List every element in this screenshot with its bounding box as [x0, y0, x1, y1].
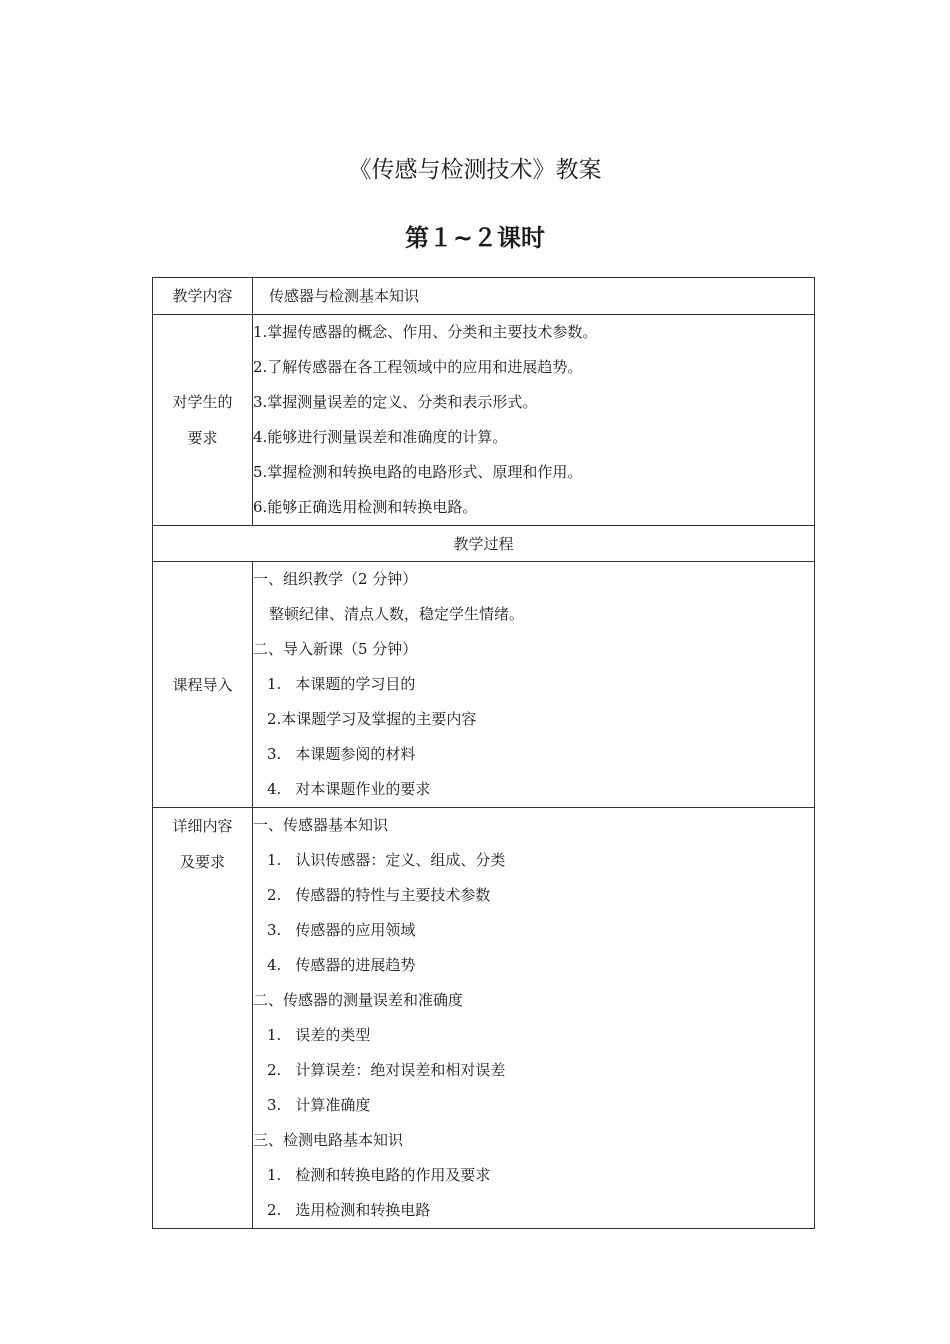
- item-number: 4.: [267, 780, 282, 798]
- list-item: 1.掌握传感器的概念、作用、分类和主要技术参数。: [253, 323, 598, 341]
- details-label-line1: 详细内容: [172, 817, 233, 835]
- item-text: 计算误差：绝对误差和相对误差: [295, 1061, 506, 1079]
- lesson-plan-table: [152, 277, 815, 1229]
- list-item: [253, 632, 814, 667]
- item-text: 整顿纪律、清点人数，稳定学生情绪。: [269, 605, 525, 623]
- item-text: 传感器的进展趋势: [295, 956, 416, 974]
- item-number: 2.: [267, 1061, 282, 1079]
- list-item: [253, 878, 814, 913]
- list-item: [253, 702, 814, 737]
- process-header: 教学过程: [153, 526, 815, 562]
- table-row-content: [153, 278, 815, 315]
- item-text: 选用检测和转换电路: [295, 1201, 431, 1219]
- item-text: 一、传感器基本知识: [253, 816, 389, 834]
- intro-label: 课程导入: [153, 562, 253, 808]
- item-text: 本课题参阅的材料: [295, 745, 416, 763]
- item-number: 3.: [267, 921, 282, 939]
- item-text: 2.本课题学习及掌握的主要内容: [267, 710, 477, 728]
- item-number: 2.: [267, 1201, 282, 1219]
- list-item: 6.能够正确选用检测和转换电路。: [253, 498, 478, 516]
- requirements-label: [153, 315, 253, 526]
- list-item: [253, 772, 814, 807]
- list-item: [253, 1158, 814, 1193]
- list-item: [253, 597, 814, 632]
- list-item: [253, 1088, 814, 1123]
- item-text: 误差的类型: [295, 1026, 371, 1044]
- content-value-cell: [253, 278, 815, 315]
- details-label: [153, 808, 253, 1229]
- intro-content: [253, 562, 815, 808]
- item-number: 3.: [267, 1096, 282, 1114]
- item-text: 检测和转换电路的作用及要求: [295, 1166, 491, 1184]
- list-item: [253, 737, 814, 772]
- list-item: 2.了解传感器在各工程领域中的应用和进展趋势。: [253, 358, 583, 376]
- list-item: [253, 1053, 814, 1088]
- list-item: [253, 843, 814, 878]
- item-text: 对本课题作业的要求: [295, 780, 431, 798]
- details-content: [253, 808, 815, 1229]
- item-text: 本课题的学习目的: [295, 675, 416, 693]
- table-row-intro: [153, 562, 815, 808]
- item-number: 1.: [267, 851, 282, 869]
- item-text: 三、检测电路基本知识: [253, 1131, 404, 1149]
- item-number: 2.: [267, 886, 282, 904]
- list-item: [253, 667, 814, 702]
- list-item: [253, 562, 814, 597]
- table-row-requirements: [153, 315, 815, 526]
- document-title: 《传感与检测技术》教案: [348, 157, 602, 183]
- list-item: [253, 1193, 814, 1228]
- details-label-line2: 及要求: [179, 853, 225, 871]
- session-heading: 第１~２课时: [404, 224, 546, 252]
- item-number: 1.: [267, 675, 282, 693]
- table-row-process-header: [153, 526, 815, 562]
- list-item: [253, 983, 814, 1018]
- list-item: 3.掌握测量误差的定义、分类和表示形式。: [253, 393, 538, 411]
- list-item: [253, 1123, 814, 1158]
- item-number: 1.: [267, 1026, 282, 1044]
- item-text: 二、传感器的测量误差和准确度: [253, 991, 464, 1009]
- list-item: 4.能够进行测量误差和准确度的计算。: [253, 428, 508, 446]
- list-item: [253, 1018, 814, 1053]
- requirements-label-line2: 要求: [187, 429, 218, 447]
- item-text: 二、导入新课（5 分钟）: [253, 640, 418, 658]
- item-text: 传感器的特性与主要技术参数: [295, 886, 491, 904]
- content-value: 传感器与检测基本知识: [269, 286, 420, 305]
- list-item: [253, 808, 814, 843]
- item-text: 传感器的应用领域: [295, 921, 416, 939]
- requirements-label-line1: 对学生的: [172, 393, 233, 411]
- table-row-details: [153, 808, 815, 1229]
- list-item: [253, 948, 814, 983]
- item-text: 一、组织教学（2 分钟）: [253, 570, 418, 588]
- item-number: 1.: [267, 1166, 282, 1184]
- list-item: [253, 913, 814, 948]
- item-text: 认识传感器：定义、组成、分类: [295, 851, 506, 869]
- content-label: 教学内容: [153, 278, 253, 315]
- item-text: 计算准确度: [295, 1096, 371, 1114]
- item-number: 3.: [267, 745, 282, 763]
- list-item: 5.掌握检测和转换电路的电路形式、原理和作用。: [253, 463, 583, 481]
- requirements-list: [253, 315, 815, 526]
- item-number: 4.: [267, 956, 282, 974]
